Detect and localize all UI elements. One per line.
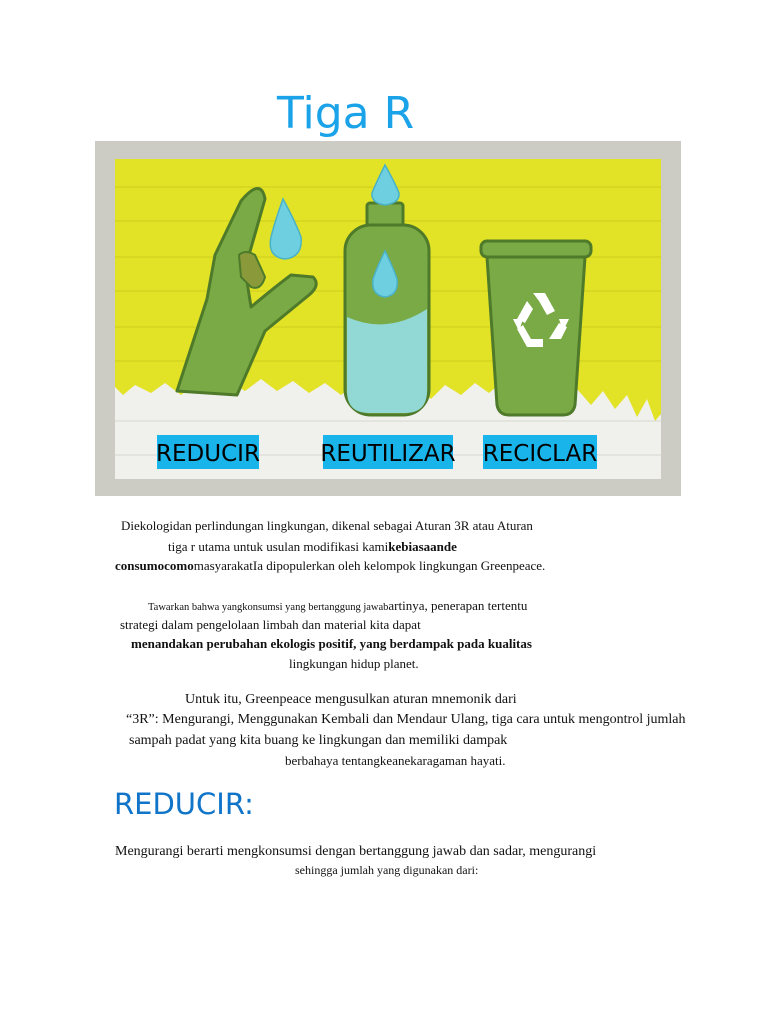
para3-line3: sampah padat yang kita buang ke lingkungan dan memiliki dampak <box>129 733 508 748</box>
para2-line2: strategi dalam pengelolaan limbah dan material kita dapat <box>120 617 421 632</box>
para1-line3: consumocomomasyarakatIa dipopulerkan oleh kelompok lingkungan Greenpeace. <box>115 558 546 573</box>
recycle-bin-icon <box>481 241 591 415</box>
para2-line1: Tawarkan bahwa yangkonsumsi yang bertanggung jawabartinya, penerapan tertentu <box>148 598 528 613</box>
para3-line4: berbahaya tentangkeanekaragaman hayati. <box>285 753 506 768</box>
section-heading-reducir: REDUCIR: <box>114 787 254 821</box>
para2-line3: menandakan perubahan ekologis positif, yang berdampak pada kualitas <box>131 636 532 651</box>
illustration-graphic <box>115 159 661 479</box>
page-title: Tiga R <box>277 88 415 139</box>
section-line1: Mengurangi berarti mengkonsumsi dengan bertanggung jawab dan sadar, mengurangi <box>115 844 597 859</box>
para1-line1: Diekologidan perlindungan lingkungan, dikenal sebagai Aturan 3R atau Aturan <box>121 518 533 533</box>
para2-line4: lingkungan hidup planet. <box>289 656 419 671</box>
label-reutilizar: REUTILIZAR <box>320 441 456 467</box>
illustration-frame <box>95 141 681 496</box>
three-r-illustration <box>115 159 661 479</box>
label-reciclar: RECICLAR <box>482 441 598 467</box>
para3-line1: Untuk itu, Greenpeace mengusulkan aturan mnemonik dari <box>185 692 517 707</box>
section-line2: sehingga jumlah yang digunakan dari: <box>295 863 479 877</box>
para3-line2: “3R”: Mengurangi, Menggunakan Kembali dan Mendaur Ulang, tiga cara untuk mengontrol jumlah <box>126 712 686 727</box>
para1-line2: tiga r utama untuk usulan modifikasi kamikebiasaande <box>168 539 457 554</box>
label-reducir: REDUCIR <box>156 441 260 467</box>
